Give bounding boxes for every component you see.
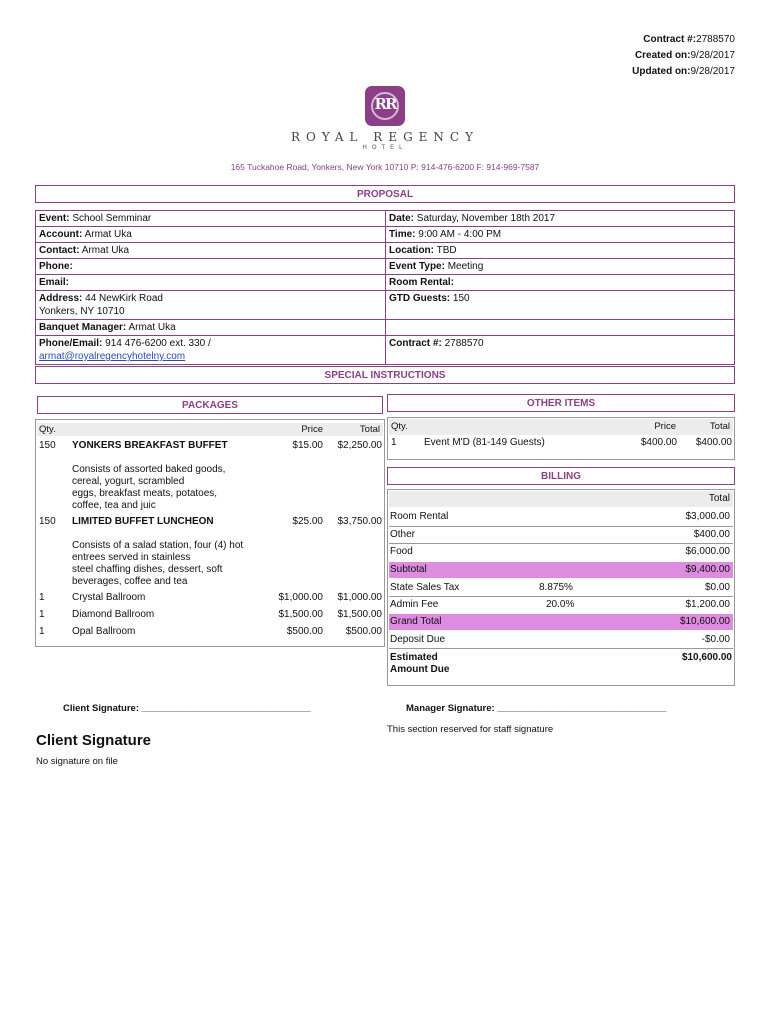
package-qty: 1 xyxy=(39,626,45,637)
other-items-price-header: Price xyxy=(654,421,676,432)
billing-row-deposit-due: Deposit Due -$0.00 xyxy=(390,634,730,645)
packages-title: PACKAGES xyxy=(37,396,383,414)
package-qty: 150 xyxy=(39,516,56,527)
package-name: LIMITED BUFFET LUNCHEON xyxy=(72,516,214,527)
address-cell: Address: 44 NewKirk Road Yonkers, NY 10710 xyxy=(36,291,386,320)
event-cell: Event: School Semminar xyxy=(36,211,386,227)
event-info-table xyxy=(35,210,735,365)
client-signature-line[interactable]: Client Signature: ________________________________ xyxy=(63,703,311,714)
other-item-price: $400.00 xyxy=(640,437,677,448)
package-price: $500.00 xyxy=(286,626,323,637)
package-total: $2,250.00 xyxy=(337,440,382,451)
other-item-qty: 1 xyxy=(391,437,397,448)
manager-signature-line[interactable]: Manager Signature: ________________________________ xyxy=(406,703,667,714)
package-name: Opal Ballroom xyxy=(72,626,136,637)
logo-name: ROYAL REGENCY xyxy=(290,130,480,144)
gtd-guests-cell: GTD Guests: 150 xyxy=(386,291,735,320)
billing-header-row xyxy=(389,491,733,507)
other-items-total-header: Total xyxy=(709,421,730,432)
packages-header-row xyxy=(37,423,383,436)
phone-cell: Phone: xyxy=(36,259,386,275)
billing-total-header: Total xyxy=(708,493,730,504)
empty-cell xyxy=(386,320,735,336)
billing-row-food: Food $6,000.00 xyxy=(390,546,730,557)
other-items-qty-header: Qty. xyxy=(391,421,408,432)
other-items-header-row xyxy=(389,419,733,435)
other-items-title: OTHER ITEMS xyxy=(387,394,735,412)
package-name: YONKERS BREAKFAST BUFFET xyxy=(72,440,228,451)
hotel-logo xyxy=(0,86,770,151)
account-cell: Account: Armat Uka xyxy=(36,227,386,243)
billing-row-admin-fee: Admin Fee 20.0% $1,200.00 xyxy=(390,599,730,610)
client-signature-heading: Client Signature xyxy=(36,732,152,749)
contact-cell: Contact: Armat Uka xyxy=(36,243,386,259)
package-price: $15.00 xyxy=(292,440,323,451)
package-qty: 150 xyxy=(39,440,56,451)
room-rental-cell: Room Rental: xyxy=(386,275,735,291)
package-price: $1,500.00 xyxy=(278,609,323,620)
billing-row-room-rental: Room Rental $3,000.00 xyxy=(390,511,730,522)
contract-cell: Contract #: 2788570 xyxy=(386,336,735,365)
packages-price-header: Price xyxy=(301,424,323,435)
client-signature-status: No signature on file xyxy=(36,756,118,767)
time-cell: Time: 9:00 AM - 4:00 PM xyxy=(386,227,735,243)
billing-row-sales-tax: State Sales Tax 8.875% $0.00 xyxy=(390,582,730,593)
package-total: $1,500.00 xyxy=(337,609,382,620)
created-date: Created on:9/28/2017 xyxy=(634,50,735,61)
logo-monogram-icon: RR xyxy=(365,86,405,126)
package-description: Consists of a salad station, four (4) hot entrees served in stainless steel chaffing dishes, dessert, soft beverages, coffee and tea xyxy=(72,540,244,587)
package-total: $3,750.00 xyxy=(337,516,382,527)
package-description: Consists of assorted baked goods, cereal, yogurt, scrambled eggs, breakfast meats, potatoes, coffee, tea and juic xyxy=(72,464,226,511)
email-cell: Email: xyxy=(36,275,386,291)
proposal-title: PROPOSAL xyxy=(35,185,735,203)
package-qty: 1 xyxy=(39,609,45,620)
contract-number: Contract #:2788570 xyxy=(643,34,735,45)
event-type-cell: Event Type: Meeting xyxy=(386,259,735,275)
billing-row-subtotal: Subtotal $9,400.00 xyxy=(389,562,733,578)
package-price: $25.00 xyxy=(292,516,323,527)
staff-signature-note: This section reserved for staff signature xyxy=(387,724,554,735)
packages-total-header: Total xyxy=(359,424,380,435)
billing-row-grand-total: Grand Total $10,600.00 xyxy=(389,614,733,630)
banquet-manager-cell: Banquet Manager: Armat Uka xyxy=(36,320,386,336)
special-instructions-title: SPECIAL INSTRUCTIONS xyxy=(35,366,735,384)
document-header-info xyxy=(632,32,735,80)
date-cell: Date: Saturday, November 18th 2017 xyxy=(386,211,735,227)
package-qty: 1 xyxy=(39,592,45,603)
estimated-amount-value: $10,600.00 xyxy=(681,652,732,663)
package-total: $500.00 xyxy=(345,626,382,637)
logo-subtitle: HOTEL xyxy=(362,145,408,151)
phone-email-cell: Phone/Email: 914 476-6200 ext. 330 / armat@royalregencyhotelny.com xyxy=(36,336,386,365)
manager-email-link[interactable]: armat@royalregencyhotelny.com xyxy=(39,351,186,362)
other-item-total: $400.00 xyxy=(695,437,732,448)
package-total: $1,000.00 xyxy=(337,592,382,603)
estimated-amount-label: Estimated Amount Due xyxy=(390,652,450,675)
other-item-name: Event M'D (81-149 Guests) xyxy=(424,437,545,448)
package-price: $1,000.00 xyxy=(278,592,323,603)
packages-qty-header: Qty. xyxy=(39,424,56,435)
hotel-address: 165 Tuckahoe Road, Yonkers, New York 10710 P: 914-476-6200 F: 914-969-7587 xyxy=(230,162,540,172)
location-cell: Location: TBD xyxy=(386,243,735,259)
package-name: Crystal Ballroom xyxy=(72,592,146,603)
billing-title: BILLING xyxy=(387,467,735,485)
billing-row-other: Other $400.00 xyxy=(390,529,730,540)
package-name: Diamond Ballroom xyxy=(72,609,155,620)
updated-date: Updated on:9/28/2017 xyxy=(632,66,735,77)
